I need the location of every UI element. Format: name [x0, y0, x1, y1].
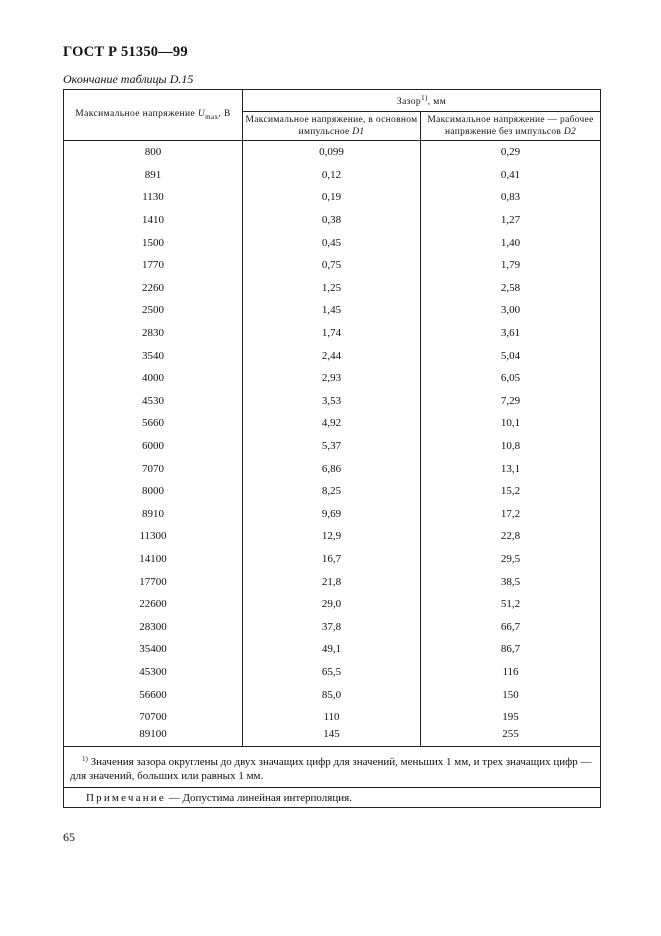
- cell-clearance-d1: 49,1: [243, 638, 421, 661]
- cell-clearance-d1: 29,0: [243, 593, 421, 616]
- cell-clearance-d2: 6,05: [421, 367, 601, 390]
- cell-clearance-d2: 1,40: [421, 231, 601, 254]
- cell-max-voltage: 1410: [64, 209, 243, 232]
- table-row: [64, 344, 601, 367]
- cell-clearance-d2: 51,2: [421, 593, 601, 616]
- cell-clearance-d2: 38,5: [421, 570, 601, 593]
- cell-clearance-d2: 3,61: [421, 322, 601, 345]
- cell-clearance-d2: 255: [421, 728, 601, 747]
- table-row: [64, 480, 601, 503]
- cell-clearance-d2: 0,29: [421, 141, 601, 164]
- table-row: [64, 164, 601, 187]
- cell-clearance-d1: 3,53: [243, 390, 421, 413]
- cell-clearance-d1: 0,12: [243, 164, 421, 187]
- cell-clearance-d2: 13,1: [421, 457, 601, 480]
- cell-max-voltage: 8910: [64, 503, 243, 526]
- cell-clearance-d1: 65,5: [243, 661, 421, 684]
- table-row: [64, 503, 601, 526]
- cell-max-voltage: 89100: [64, 728, 243, 747]
- table-body: [64, 141, 601, 747]
- cell-clearance-d2: 3,00: [421, 299, 601, 322]
- cell-clearance-d2: 0,83: [421, 186, 601, 209]
- cell-clearance-d2: 17,2: [421, 503, 601, 526]
- cell-clearance-d1: 5,37: [243, 435, 421, 458]
- table-row: [64, 435, 601, 458]
- cell-clearance-d1: 1,45: [243, 299, 421, 322]
- cell-max-voltage: 4530: [64, 390, 243, 413]
- column-group-header-clearance: Зазор$^{1)}$, мм: [243, 90, 601, 112]
- clearance-table: [63, 89, 601, 808]
- cell-max-voltage: 1770: [64, 254, 243, 277]
- table-row: [64, 390, 601, 413]
- cell-clearance-d1: 110: [243, 706, 421, 729]
- cell-clearance-d1: 1,74: [243, 322, 421, 345]
- cell-max-voltage: 1130: [64, 186, 243, 209]
- table-footnote: $^{1)}$ Значения зазора округлены до двух значащих цифр для значений, меньших 1 мм, и трех значащих цифр — для значений, больших или равных 1 мм.: [64, 747, 601, 788]
- cell-clearance-d1: 9,69: [243, 503, 421, 526]
- cell-max-voltage: 11300: [64, 525, 243, 548]
- table-row: [64, 412, 601, 435]
- table-row: [64, 277, 601, 300]
- table-row: [64, 209, 601, 232]
- table-row: [64, 570, 601, 593]
- table-row: [64, 548, 601, 571]
- cell-clearance-d1: 4,92: [243, 412, 421, 435]
- cell-max-voltage: 8000: [64, 480, 243, 503]
- cell-clearance-d2: 29,5: [421, 548, 601, 571]
- cell-max-voltage: 891: [64, 164, 243, 187]
- cell-clearance-d2: 2,58: [421, 277, 601, 300]
- cell-clearance-d2: 66,7: [421, 615, 601, 638]
- page-number: 65: [63, 830, 75, 844]
- note-label: Примечание: [86, 791, 166, 804]
- cell-max-voltage: 45300: [64, 661, 243, 684]
- table-row: [64, 728, 601, 747]
- cell-clearance-d1: 85,0: [243, 683, 421, 706]
- cell-clearance-d1: 0,19: [243, 186, 421, 209]
- cell-clearance-d1: 0,45: [243, 231, 421, 254]
- cell-clearance-d2: 195: [421, 706, 601, 729]
- cell-clearance-d1: 145: [243, 728, 421, 747]
- table-row: [64, 231, 601, 254]
- table-row: [64, 299, 601, 322]
- column-header-d2: Максимальное напряжение — рабочее напряжение без импульсов D2: [421, 112, 601, 141]
- table-row: [64, 322, 601, 345]
- cell-clearance-d2: 1,79: [421, 254, 601, 277]
- cell-max-voltage: 800: [64, 141, 243, 164]
- cell-max-voltage: 2500: [64, 299, 243, 322]
- table-row: [64, 593, 601, 616]
- cell-clearance-d1: 8,25: [243, 480, 421, 503]
- document-code: ГОСТ Р 51350—99: [63, 44, 188, 60]
- cell-clearance-d1: 1,25: [243, 277, 421, 300]
- cell-clearance-d2: 150: [421, 683, 601, 706]
- table-row: [64, 186, 601, 209]
- cell-max-voltage: 22600: [64, 593, 243, 616]
- cell-clearance-d2: 7,29: [421, 390, 601, 413]
- cell-clearance-d2: 0,41: [421, 164, 601, 187]
- table-row: [64, 638, 601, 661]
- cell-max-voltage: 14100: [64, 548, 243, 571]
- cell-clearance-d2: 5,04: [421, 344, 601, 367]
- table-row: [64, 457, 601, 480]
- cell-clearance-d1: 2,93: [243, 367, 421, 390]
- cell-clearance-d1: 0,38: [243, 209, 421, 232]
- cell-max-voltage: 4000: [64, 367, 243, 390]
- table-row: [64, 615, 601, 638]
- cell-max-voltage: 6000: [64, 435, 243, 458]
- cell-clearance-d1: 0,099: [243, 141, 421, 164]
- cell-max-voltage: 56600: [64, 683, 243, 706]
- table-row: [64, 367, 601, 390]
- cell-clearance-d2: 116: [421, 661, 601, 684]
- cell-clearance-d1: 12,9: [243, 525, 421, 548]
- table-row: [64, 706, 601, 729]
- cell-clearance-d1: 2,44: [243, 344, 421, 367]
- cell-clearance-d1: 6,86: [243, 457, 421, 480]
- cell-clearance-d2: 10,1: [421, 412, 601, 435]
- table-row: [64, 661, 601, 684]
- column-header-d1: Максимальное напряжение, в основном импульсное D1: [243, 112, 421, 141]
- cell-max-voltage: 5660: [64, 412, 243, 435]
- cell-clearance-d1: 37,8: [243, 615, 421, 638]
- cell-max-voltage: 70700: [64, 706, 243, 729]
- cell-max-voltage: 3540: [64, 344, 243, 367]
- table-row: [64, 254, 601, 277]
- cell-max-voltage: 2830: [64, 322, 243, 345]
- cell-max-voltage: 7070: [64, 457, 243, 480]
- cell-max-voltage: 35400: [64, 638, 243, 661]
- cell-clearance-d1: 21,8: [243, 570, 421, 593]
- table-row: [64, 141, 601, 164]
- cell-clearance-d2: 10,8: [421, 435, 601, 458]
- note-text: — Допустима линейная интерполяция.: [165, 791, 352, 804]
- cell-max-voltage: 28300: [64, 615, 243, 638]
- table-row: [64, 683, 601, 706]
- cell-max-voltage: 2260: [64, 277, 243, 300]
- cell-max-voltage: 1500: [64, 231, 243, 254]
- cell-max-voltage: 17700: [64, 570, 243, 593]
- cell-clearance-d2: 15,2: [421, 480, 601, 503]
- cell-clearance-d1: 16,7: [243, 548, 421, 571]
- column-header-max-voltage: Максимальное напряжение $U_{max}$, В: [64, 90, 243, 141]
- table-row: [64, 525, 601, 548]
- cell-clearance-d2: 1,27: [421, 209, 601, 232]
- table-caption: Окончание таблицы D.15: [63, 72, 194, 86]
- cell-clearance-d2: 22,8: [421, 525, 601, 548]
- table-note: [64, 788, 601, 808]
- cell-clearance-d1: 0,75: [243, 254, 421, 277]
- cell-clearance-d2: 86,7: [421, 638, 601, 661]
